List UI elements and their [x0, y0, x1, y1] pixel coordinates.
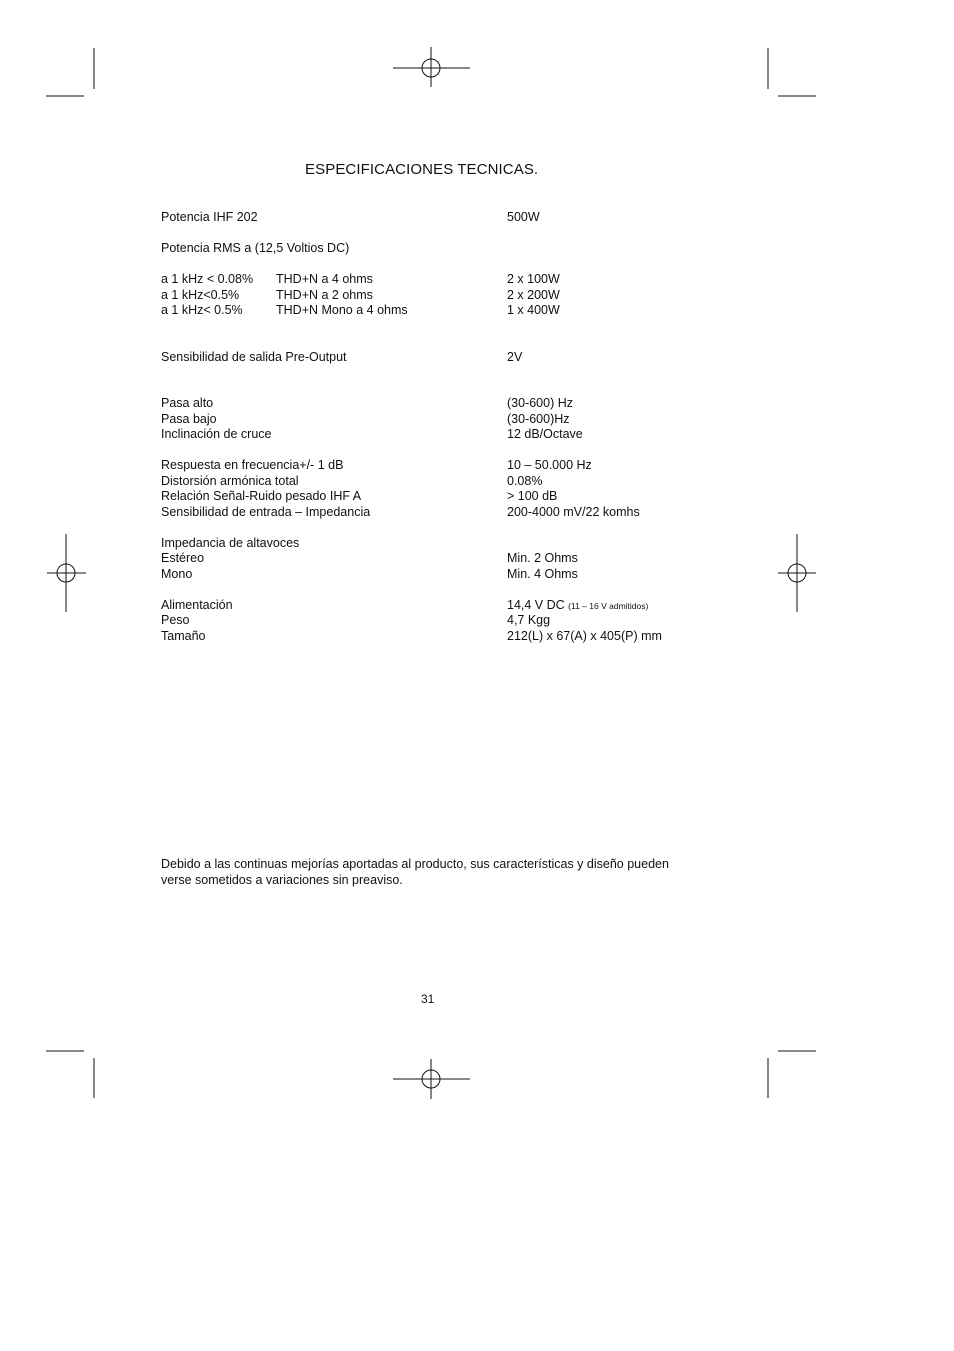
spec-value: (30-600) Hz	[507, 396, 573, 410]
spec-condition-load: THD+N Mono a 4 ohms	[276, 303, 408, 317]
spec-condition-freq: a 1 kHz<0.5%	[161, 287, 240, 302]
spec-row-mono	[161, 567, 721, 583]
spec-value: 1 x 400W	[507, 303, 560, 317]
page-title: ESPECIFICACIONES TECNICAS.	[305, 161, 539, 178]
spec-value: 500W	[507, 210, 540, 224]
spec-row-snr	[161, 489, 721, 505]
spec-row-rms-4ohm	[161, 272, 721, 288]
notice-line: Debido a las continuas mejorías aportadas al producto, sus características y diseño pueden	[161, 857, 669, 871]
spec-row-rms	[161, 241, 721, 257]
change-notice	[161, 857, 721, 888]
spec-label: Sensibilidad de salida Pre-Output	[161, 349, 347, 364]
spec-row-ihf	[161, 210, 721, 226]
spec-condition-load: THD+N a 2 ohms	[276, 287, 373, 302]
spec-label: Impedancia de altavoces	[161, 535, 300, 550]
spec-value: 2 x 200W	[507, 287, 560, 302]
spec-label: Respuesta en frecuencia+/- 1 dB	[161, 458, 344, 472]
registration-mark-left	[47, 534, 86, 612]
registration-mark-top	[393, 47, 470, 87]
spec-value	[507, 598, 648, 615]
spec-row-stereo	[161, 551, 721, 567]
spec-row-size	[161, 629, 721, 645]
spec-label: Potencia IHF 202	[161, 210, 258, 224]
spec-row-highpass	[161, 396, 721, 412]
spec-value-main: 14,4 V DC	[507, 597, 565, 612]
spec-label: Mono	[161, 566, 193, 581]
spec-row-power-supply	[161, 598, 721, 614]
notice-line: verse sometidos a variaciones sin preaviso.	[161, 872, 403, 887]
spec-label: Relación Señal-Ruido pesado IHF A	[161, 489, 362, 503]
spec-row-thd	[161, 474, 721, 490]
spec-row-rms-2ohm	[161, 288, 721, 304]
spec-value: 12 dB/Octave	[507, 427, 583, 441]
spec-label: Estéreo	[161, 551, 205, 565]
spec-label: Peso	[161, 613, 190, 627]
spec-value: Min. 4 Ohms	[507, 566, 578, 581]
spec-row-rms-mono	[161, 303, 721, 319]
specifications-table	[161, 210, 721, 644]
spec-label: Pasa bajo	[161, 411, 217, 426]
spec-label: Alimentación	[161, 597, 233, 612]
registration-mark-bottom	[393, 1059, 470, 1099]
registration-mark-right	[778, 534, 816, 612]
spec-condition-load: THD+N a 4 ohms	[276, 272, 373, 286]
spec-value: Min. 2 Ohms	[507, 551, 578, 565]
spec-value: 212(L) x 67(A) x 405(P) mm	[507, 628, 662, 643]
spec-label: Inclinación de cruce	[161, 427, 272, 441]
spec-row-input-sensitivity	[161, 505, 721, 521]
spec-condition-freq: a 1 kHz < 0.08%	[161, 272, 254, 286]
spec-condition-freq: a 1 kHz< 0.5%	[161, 303, 243, 317]
spec-value: 200-4000 mV/22 komhs	[507, 504, 640, 519]
spec-value: (30-600)Hz	[507, 411, 570, 426]
spec-value: > 100 dB	[507, 489, 558, 503]
spec-value: 10 – 50.000 Hz	[507, 458, 592, 472]
spec-label: Pasa alto	[161, 396, 214, 410]
spec-value: 4,7 Kgg	[507, 613, 551, 627]
spec-label: Tamaño	[161, 628, 206, 643]
spec-label: Distorsión armónica total	[161, 473, 299, 488]
spec-value-note: (11 – 16 V admitidos)	[568, 600, 649, 611]
spec-row-lowpass	[161, 412, 721, 428]
spec-label: Sensibilidad de entrada – Impedancia	[161, 504, 371, 519]
page-number: 31	[421, 992, 435, 1006]
spec-value: 0.08%	[507, 473, 543, 488]
spec-row-preout	[161, 350, 721, 366]
spec-row-slope	[161, 427, 721, 443]
spec-row-speaker-impedance	[161, 536, 721, 552]
spec-value: 2 x 100W	[507, 272, 560, 286]
spec-row-weight	[161, 613, 721, 629]
spec-label: Potencia RMS a (12,5 Voltios DC)	[161, 241, 350, 255]
spec-row-frequency-response	[161, 458, 721, 474]
spec-value: 2V	[507, 349, 523, 364]
